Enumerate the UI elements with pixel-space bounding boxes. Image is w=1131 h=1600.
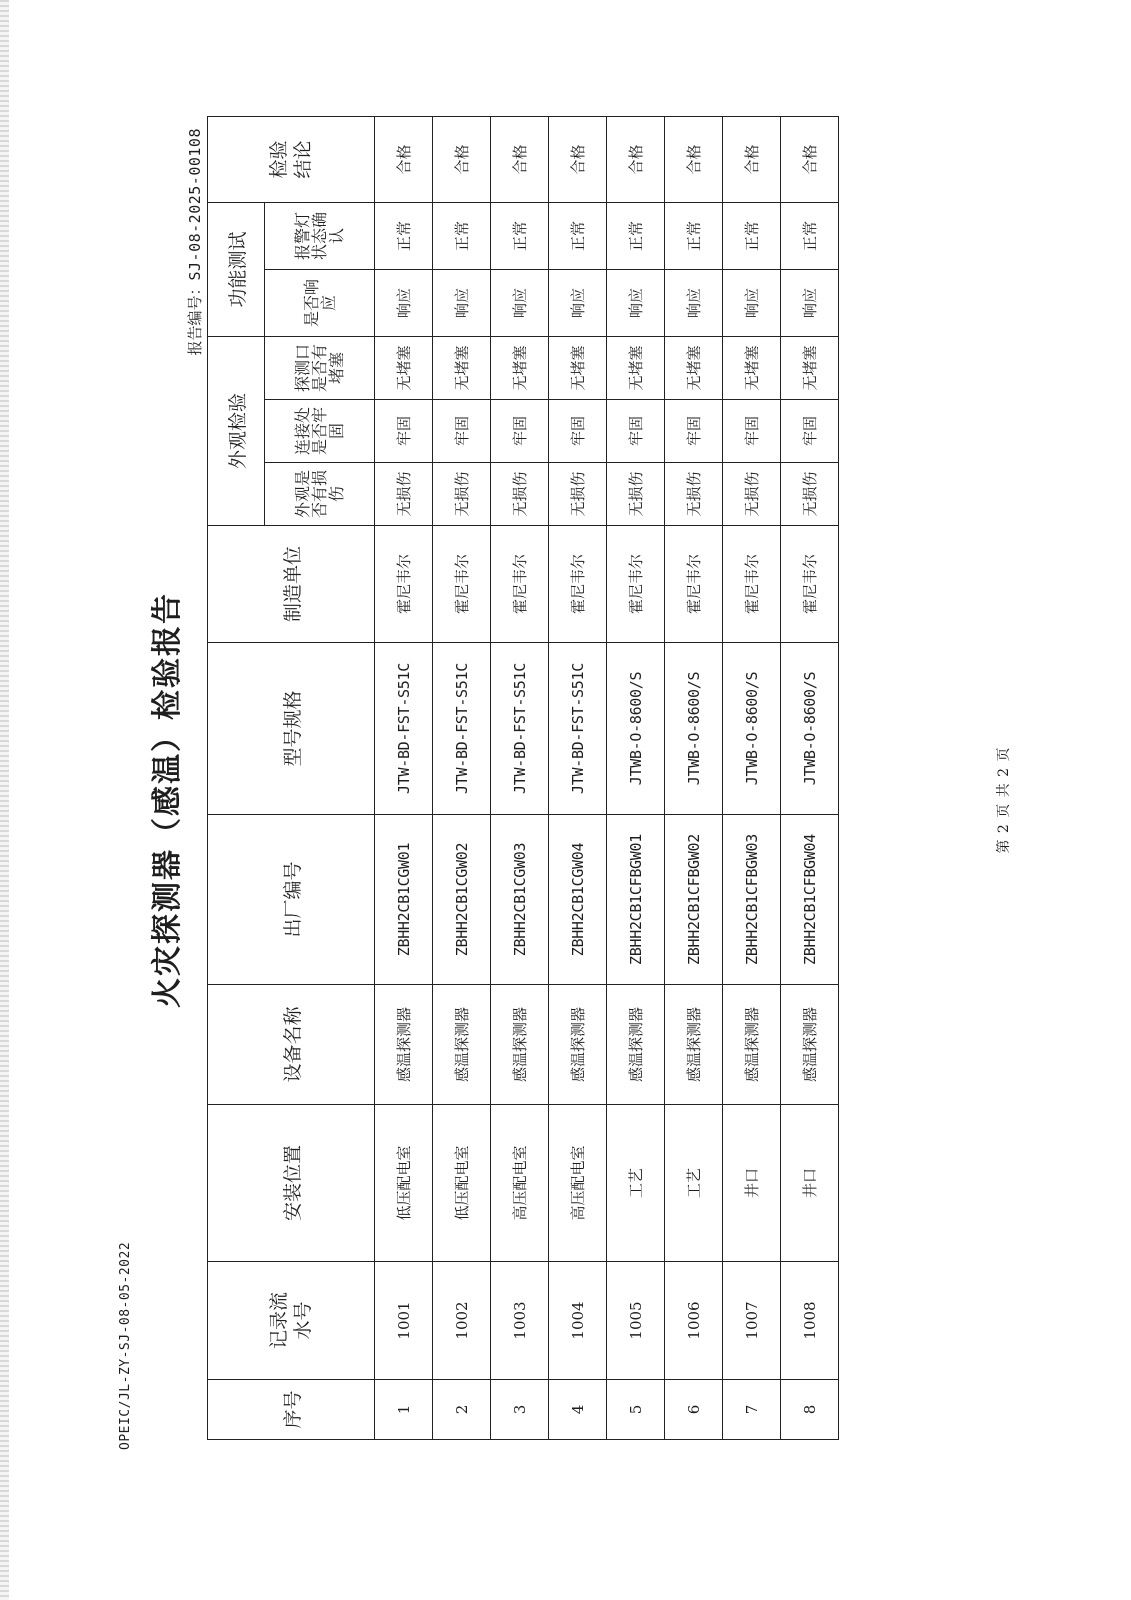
report-number [184, 128, 205, 356]
cell-alarm-light: 正常 [375, 202, 433, 269]
cell-record-no: 1008 [781, 1262, 839, 1380]
cell-serial-no: ZBHH2CB1CFBGW02 [665, 815, 723, 985]
header-alarm-light: 报警灯状态确认 [265, 202, 375, 269]
cell-manufacturer: 霍尼韦尔 [549, 526, 607, 643]
header-connection-firm: 连接处是否牢固 [265, 400, 375, 463]
cell-record-no: 1001 [375, 1262, 433, 1380]
cell-alarm-light: 正常 [723, 202, 781, 269]
cell-port-blocked: 无堵塞 [607, 337, 665, 400]
cell-alarm-light: 正常 [781, 202, 839, 269]
cell-response: 响应 [665, 270, 723, 337]
cell-model: JTWB-O-8600/S [607, 643, 665, 815]
cell-connection-firm: 牢固 [491, 400, 549, 463]
cell-alarm-light: 正常 [433, 202, 491, 269]
cell-location: 井口 [781, 1105, 839, 1262]
cell-serial-no: ZBHH2CB1CFBGW01 [607, 815, 665, 985]
cell-device-name: 感温探测器 [723, 985, 781, 1105]
cell-appearance-damage: 无损伤 [723, 463, 781, 526]
cell-seq: 4 [549, 1380, 607, 1440]
cell-record-no: 1003 [491, 1262, 549, 1380]
report-number-label: 报告编号： [186, 280, 204, 356]
cell-model: JTW-BD-FST-S51C [491, 643, 549, 815]
cell-response: 响应 [723, 270, 781, 337]
cell-connection-firm: 牢固 [665, 400, 723, 463]
cell-model: JTW-BD-FST-S51C [549, 643, 607, 815]
cell-device-name: 感温探测器 [549, 985, 607, 1105]
form-code: OPEIC/JL-ZY-SJ-08-05-2022 [118, 1241, 133, 1450]
header-function-group: 功能测试 [208, 202, 265, 336]
cell-conclusion: 合格 [607, 116, 665, 202]
cell-response: 响应 [781, 270, 839, 337]
cell-record-no: 1006 [665, 1262, 723, 1380]
cell-conclusion: 合格 [491, 116, 549, 202]
table-row [491, 116, 549, 1439]
table-row [781, 116, 839, 1439]
header-appearance-group: 外观检验 [208, 337, 265, 526]
cell-seq: 1 [375, 1380, 433, 1440]
cell-appearance-damage: 无损伤 [491, 463, 549, 526]
cell-manufacturer: 霍尼韦尔 [491, 526, 549, 643]
table-row [665, 116, 723, 1439]
cell-response: 响应 [607, 270, 665, 337]
cell-appearance-damage: 无损伤 [607, 463, 665, 526]
page-footer: 第 2 页 共 2 页 [996, 746, 1012, 854]
cell-model: JTWB-O-8600/S [665, 643, 723, 815]
cell-record-no: 1007 [723, 1262, 781, 1380]
cell-manufacturer: 霍尼韦尔 [665, 526, 723, 643]
cell-location: 工艺 [665, 1105, 723, 1262]
cell-port-blocked: 无堵塞 [433, 337, 491, 400]
header-model: 型号规格 [208, 643, 375, 815]
header-appearance-damage: 外观是否有损伤 [265, 463, 375, 526]
cell-model: JTWB-O-8600/S [723, 643, 781, 815]
cell-alarm-light: 正常 [665, 202, 723, 269]
cell-manufacturer: 霍尼韦尔 [781, 526, 839, 643]
cell-manufacturer: 霍尼韦尔 [375, 526, 433, 643]
cell-connection-firm: 牢固 [549, 400, 607, 463]
cell-connection-firm: 牢固 [433, 400, 491, 463]
cell-location: 工艺 [607, 1105, 665, 1262]
cell-model: JTW-BD-FST-S51C [433, 643, 491, 815]
cell-model: JTW-BD-FST-S51C [375, 643, 433, 815]
cell-location: 井口 [723, 1105, 781, 1262]
header-seq: 序号 [208, 1380, 375, 1440]
cell-seq: 2 [433, 1380, 491, 1440]
cell-appearance-damage: 无损伤 [375, 463, 433, 526]
cell-response: 响应 [549, 270, 607, 337]
header-location: 安装位置 [208, 1105, 375, 1262]
cell-serial-no: ZBHH2CB1CGW02 [433, 815, 491, 985]
cell-serial-no: ZBHH2CB1CGW04 [549, 815, 607, 985]
cell-conclusion: 合格 [433, 116, 491, 202]
header-response: 是否响应 [265, 270, 375, 337]
cell-manufacturer: 霍尼韦尔 [607, 526, 665, 643]
cell-connection-firm: 牢固 [781, 400, 839, 463]
cell-connection-firm: 牢固 [723, 400, 781, 463]
inspection-table [207, 116, 839, 1440]
cell-connection-firm: 牢固 [607, 400, 665, 463]
cell-seq: 5 [607, 1380, 665, 1440]
cell-record-no: 1005 [607, 1262, 665, 1380]
table-row [549, 116, 607, 1439]
cell-port-blocked: 无堵塞 [723, 337, 781, 400]
cell-record-no: 1002 [433, 1262, 491, 1380]
cell-serial-no: ZBHH2CB1CGW03 [491, 815, 549, 985]
cell-seq: 6 [665, 1380, 723, 1440]
cell-port-blocked: 无堵塞 [781, 337, 839, 400]
report-number-value: SJ-08-2025-00108 [186, 128, 204, 281]
page-title: 火灾探测器（感温）检验报告 [150, 592, 185, 1008]
cell-seq: 7 [723, 1380, 781, 1440]
cell-location: 高压配电室 [549, 1105, 607, 1262]
cell-seq: 8 [781, 1380, 839, 1440]
cell-device-name: 感温探测器 [607, 985, 665, 1105]
table-row [607, 116, 665, 1439]
header-record-no: 记录流水号 [208, 1262, 375, 1380]
cell-manufacturer: 霍尼韦尔 [433, 526, 491, 643]
header-device-name: 设备名称 [208, 985, 375, 1105]
cell-serial-no: ZBHH2CB1CGW01 [375, 815, 433, 985]
cell-appearance-damage: 无损伤 [433, 463, 491, 526]
cell-conclusion: 合格 [549, 116, 607, 202]
cell-manufacturer: 霍尼韦尔 [723, 526, 781, 643]
table-row [375, 116, 433, 1439]
cell-serial-no: ZBHH2CB1CFBGW04 [781, 815, 839, 985]
cell-model: JTWB-O-8600/S [781, 643, 839, 815]
cell-serial-no: ZBHH2CB1CFBGW03 [723, 815, 781, 985]
cell-appearance-damage: 无损伤 [781, 463, 839, 526]
cell-location: 高压配电室 [491, 1105, 549, 1262]
cell-port-blocked: 无堵塞 [549, 337, 607, 400]
cell-alarm-light: 正常 [491, 202, 549, 269]
header-manufacturer: 制造单位 [208, 526, 375, 643]
cell-appearance-damage: 无损伤 [665, 463, 723, 526]
cell-port-blocked: 无堵塞 [491, 337, 549, 400]
cell-device-name: 感温探测器 [375, 985, 433, 1105]
header-port-blocked: 探测口是否有堵塞 [265, 337, 375, 400]
cell-device-name: 感温探测器 [491, 985, 549, 1105]
cell-alarm-light: 正常 [607, 202, 665, 269]
cell-alarm-light: 正常 [549, 202, 607, 269]
cell-device-name: 感温探测器 [781, 985, 839, 1105]
header-serial-no: 出厂编号 [208, 815, 375, 985]
cell-seq: 3 [491, 1380, 549, 1440]
cell-device-name: 感温探测器 [433, 985, 491, 1105]
table-row [433, 116, 491, 1439]
cell-device-name: 感温探测器 [665, 985, 723, 1105]
cell-response: 响应 [433, 270, 491, 337]
cell-location: 低压配电室 [433, 1105, 491, 1262]
cell-location: 低压配电室 [375, 1105, 433, 1262]
cell-response: 响应 [491, 270, 549, 337]
cell-conclusion: 合格 [781, 116, 839, 202]
cell-record-no: 1004 [549, 1262, 607, 1380]
cell-response: 响应 [375, 270, 433, 337]
cell-appearance-damage: 无损伤 [549, 463, 607, 526]
cell-connection-firm: 牢固 [375, 400, 433, 463]
table-row [723, 116, 781, 1439]
cell-conclusion: 合格 [665, 116, 723, 202]
cell-conclusion: 合格 [375, 116, 433, 202]
cell-conclusion: 合格 [723, 116, 781, 202]
cell-port-blocked: 无堵塞 [375, 337, 433, 400]
header-conclusion: 检验结论 [208, 116, 375, 202]
cell-port-blocked: 无堵塞 [665, 337, 723, 400]
